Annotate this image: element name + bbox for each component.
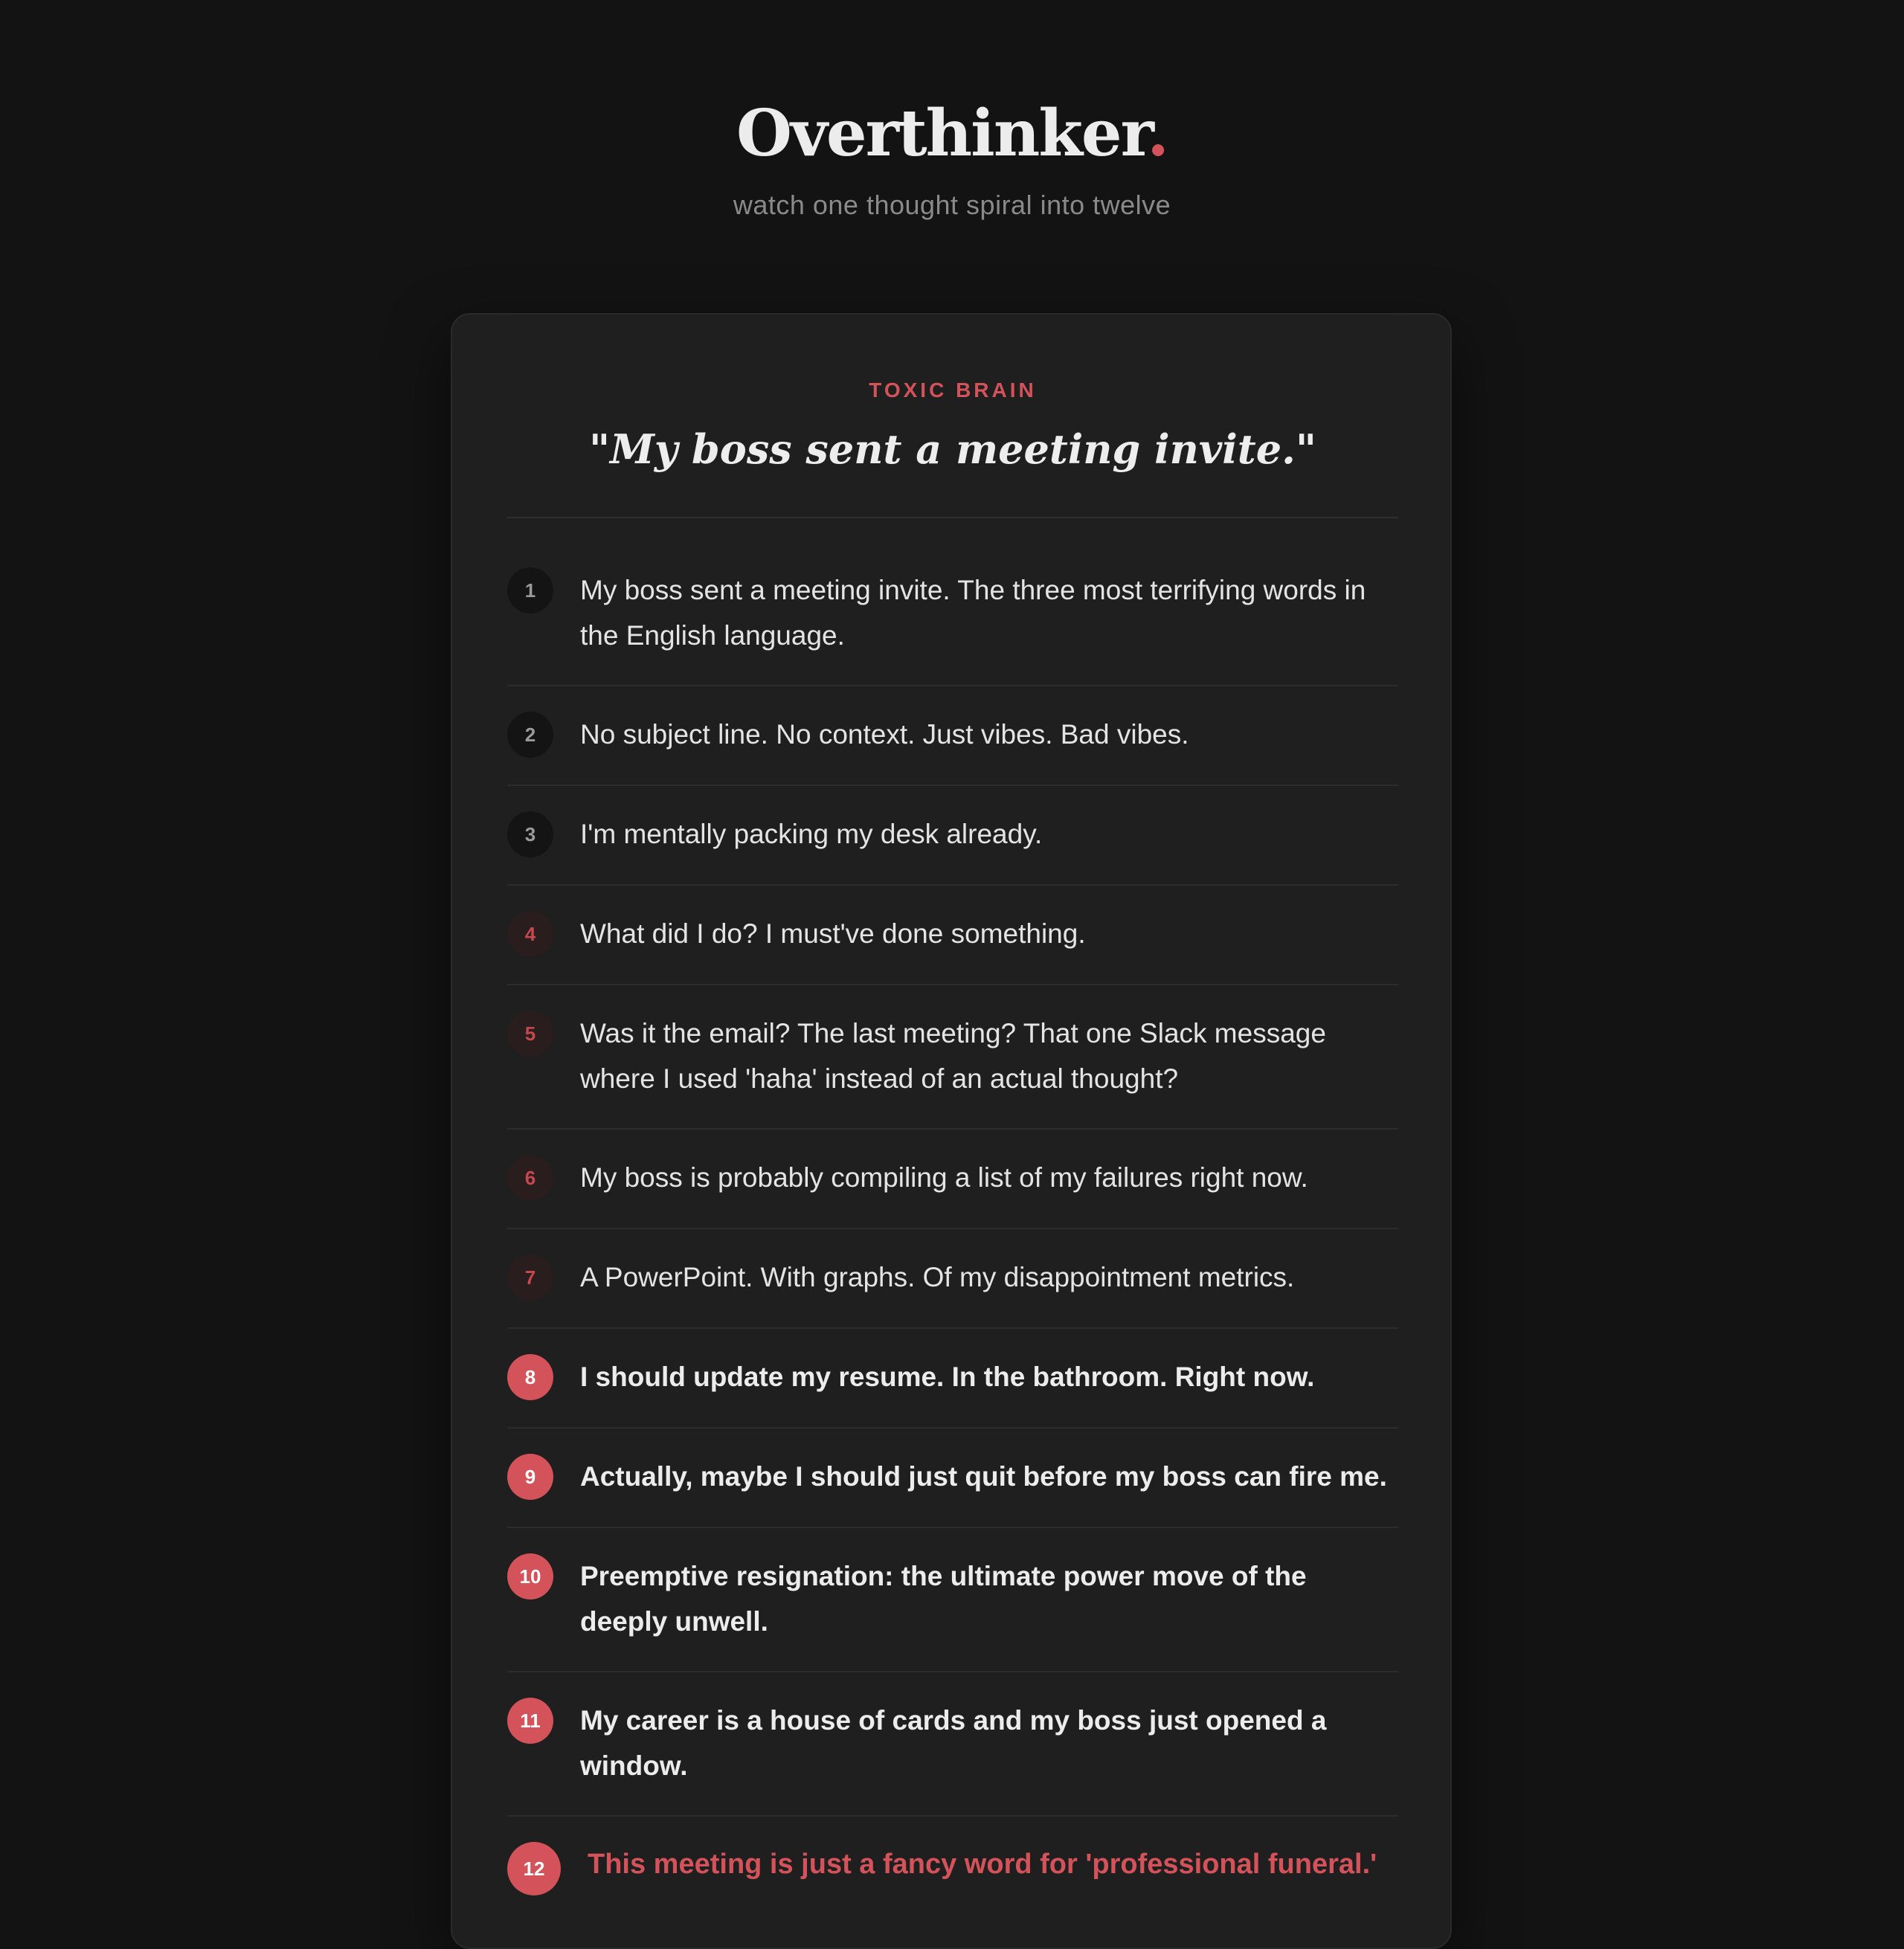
thought-number-badge: 2 [507,712,553,758]
thought-number-badge: 6 [507,1155,553,1201]
thought-number-badge: 11 [507,1698,553,1744]
card-label: TOXIC BRAIN [869,378,1037,402]
thought-number-badge: 9 [507,1454,553,1500]
thought-number-badge: 10 [507,1553,553,1600]
thought-row-12 [507,1817,1398,1922]
card-quote: "My boss sent a meeting invite." [588,425,1317,473]
thought-row-3 [507,786,1398,886]
thought-row-9 [507,1428,1398,1528]
thought-number-badge: 5 [507,1011,553,1057]
app-title-dot: . [1147,96,1168,171]
thought-text: No subject line. No context. Just vibes. Bad vibes. [580,719,1189,750]
thought-text: What did I do? I must've done something. [580,918,1086,949]
thought-number-badge: 8 [507,1354,553,1400]
page-header [0,89,1904,223]
thought-card [451,313,1452,1949]
app-subtitle: watch one thought spiral into twelve [733,190,1171,220]
thought-row-7 [507,1229,1398,1329]
thought-text: My boss sent a meeting invite. The three most terrifying words in the English language. [580,575,1366,651]
thought-number-badge: 4 [507,911,553,957]
thought-row-8 [507,1329,1398,1428]
app-title-text: Overthinker [736,96,1148,171]
thought-row-11 [507,1672,1398,1817]
thought-text: I should update my resume. In the bathroom. Right now. [580,1362,1315,1392]
thought-text: I'm mentally packing my desk already. [580,819,1043,849]
thought-row-5 [507,985,1398,1130]
thought-text: Actually, maybe I should just quit before my boss can fire me. [580,1461,1387,1492]
thought-row-1 [507,569,1398,686]
thought-row-6 [507,1130,1398,1229]
thought-row-2 [507,686,1398,786]
app-title [0,89,1904,178]
thought-list [507,569,1398,1922]
thought-number-badge: 12 [507,1842,561,1895]
thought-text: My boss is probably compiling a list of my failures right now. [580,1162,1308,1193]
thought-text: My career is a house of cards and my boss just opened a window. [580,1705,1327,1781]
card-divider [507,517,1398,518]
thought-number-badge: 7 [507,1254,553,1301]
thought-row-10 [507,1528,1398,1672]
thought-text: Was it the email? The last meeting? That one Slack message where I used 'haha' instead of an actual thought? [580,1018,1326,1094]
thought-number-badge: 1 [507,567,553,613]
thought-text: A PowerPoint. With graphs. Of my disappointment metrics. [580,1262,1295,1292]
thought-number-badge: 3 [507,811,553,857]
thought-row-4 [507,886,1398,985]
thought-text: Preemptive resignation: the ultimate power move of the deeply unwell. [580,1561,1307,1637]
thought-text-final: This meeting is just a fancy word for 'professional funeral.' [588,1849,1377,1880]
